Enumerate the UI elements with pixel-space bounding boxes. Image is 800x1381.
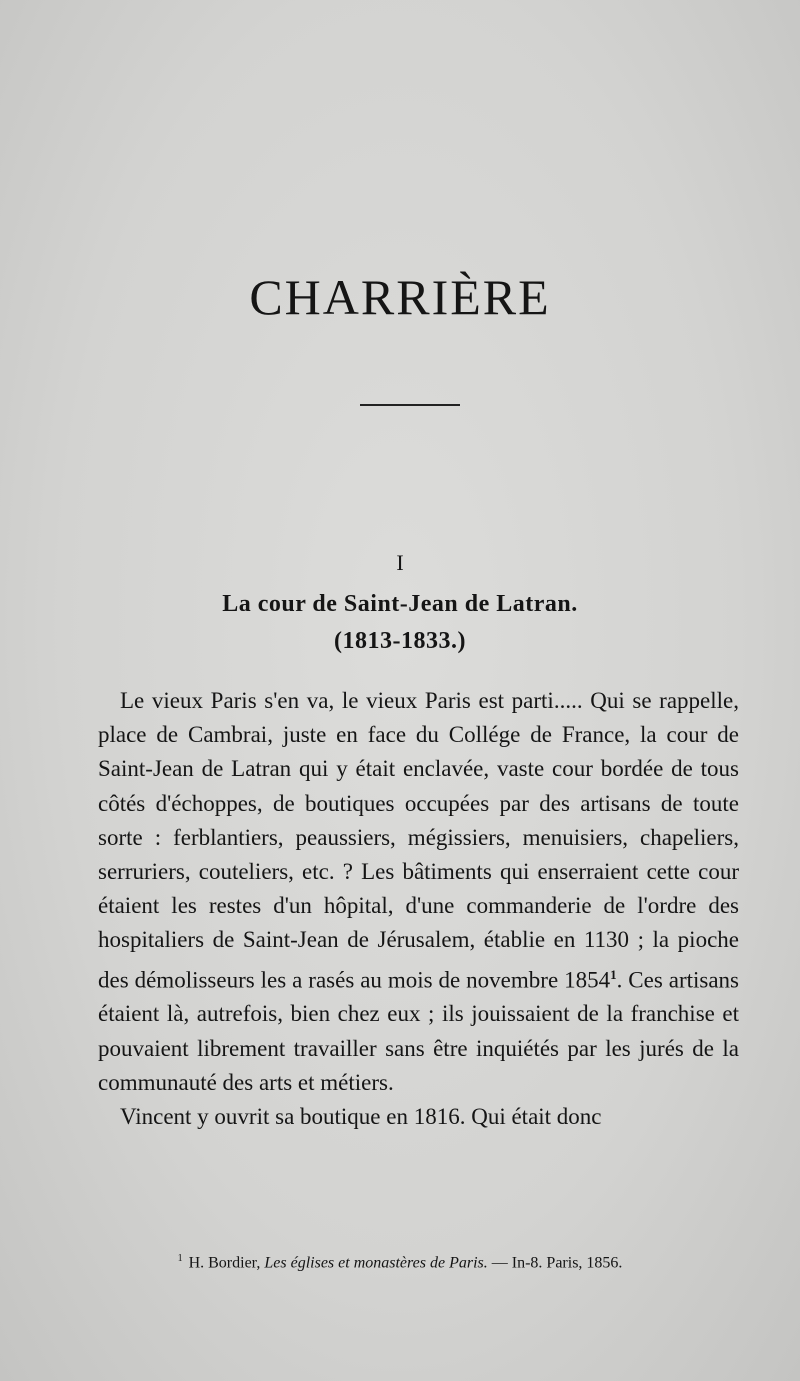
body-text	[98, 684, 739, 1134]
chapter-title: CHARRIÈRE	[249, 269, 551, 325]
paragraph-1-continued: . Ces artisans étaient là, autrefois, bien chez eux ; ils jouissaient de la franchise et pouvaient librement travailler sans être inquiétés par les jurés de la communauté des arts et métiers.	[98, 967, 740, 1095]
chapter-number: I	[396, 550, 404, 575]
footnote-work-title: Les églises et monastères de Paris.	[264, 1254, 488, 1272]
paragraph-2	[98, 1100, 739, 1134]
footnote-author: H. Bordier,	[188, 1254, 261, 1272]
paragraph-1	[98, 684, 739, 1100]
footnote-mark: 1	[177, 1253, 183, 1264]
footnote	[0, 1253, 800, 1272]
section-dates: (1813-1833.)	[334, 628, 466, 654]
footnote-details: — In-8. Paris, 1856.	[491, 1254, 623, 1272]
footnote-reference: 1	[610, 966, 617, 982]
section-heading: La cour de Saint-Jean de Latran.	[222, 591, 578, 617]
paragraph-1-text: Le vieux Paris s'en va, le vieux Paris est parti..... Qui se rappelle, place de Cambrai, juste en face du Collége de France, la cour de Saint-Jean de Latran qui y était enclavée, vaste cour bordée de tous côtés d'échoppes, de boutiques occupées par des artisans de toute sorte : ferblantiers, peaussiers, mégissiers, menuisiers, chapeliers, serruriers, couteliers, etc. ? Les bâtiments qui enserraient cette cour étaient les restes d'un hôpital, d'une commanderie de l'ordre des hospitaliers de Saint-Jean de Jérusalem, établie en 1130 ; la pioche des démolisseurs les a rasés au mois de novembre 1854	[98, 688, 739, 993]
paragraph-2-text: Vincent y ouvrit sa boutique en 1816. Qui était donc	[120, 1104, 602, 1130]
title-rule	[360, 404, 460, 406]
